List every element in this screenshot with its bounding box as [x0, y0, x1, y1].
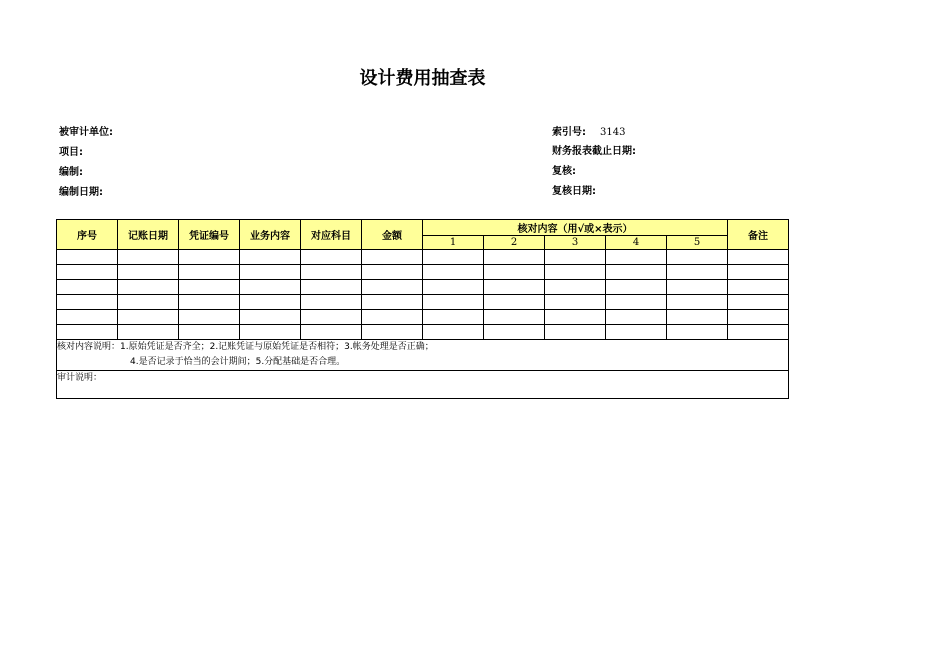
table-cell[interactable]	[179, 250, 240, 265]
header-check-group: 核对内容（用√或×表示）	[423, 220, 728, 236]
table-cell[interactable]	[423, 325, 484, 340]
table-cell[interactable]	[362, 310, 423, 325]
table-row	[57, 310, 789, 325]
table-cell[interactable]	[240, 325, 301, 340]
table-cell[interactable]	[362, 295, 423, 310]
table-cell[interactable]	[301, 295, 362, 310]
table-cell[interactable]	[362, 250, 423, 265]
table-cell[interactable]	[728, 310, 789, 325]
table-cell[interactable]	[57, 295, 118, 310]
table-cell[interactable]	[606, 325, 667, 340]
table-cell[interactable]	[118, 310, 179, 325]
header-seq: 序号	[57, 220, 118, 250]
table-cell[interactable]	[179, 325, 240, 340]
table-cell[interactable]	[240, 295, 301, 310]
table-cell[interactable]	[728, 325, 789, 340]
table-cell[interactable]	[484, 310, 545, 325]
table-row	[57, 280, 789, 295]
table-cell[interactable]	[667, 310, 728, 325]
header-remark: 备注	[728, 220, 789, 250]
table-cell[interactable]	[728, 280, 789, 295]
table-cell[interactable]	[606, 265, 667, 280]
table-cell[interactable]	[667, 250, 728, 265]
index-value: 3143	[600, 127, 626, 138]
table-cell[interactable]	[179, 280, 240, 295]
table-cell[interactable]	[57, 310, 118, 325]
table-cell[interactable]	[545, 280, 606, 295]
table-cell[interactable]	[118, 280, 179, 295]
table-cell[interactable]	[423, 250, 484, 265]
table-cell[interactable]	[301, 310, 362, 325]
table-cell[interactable]	[57, 325, 118, 340]
header-check-4: 4	[606, 236, 667, 250]
table-cell[interactable]	[118, 295, 179, 310]
table-cell[interactable]	[301, 280, 362, 295]
table-cell[interactable]	[240, 265, 301, 280]
table-cell[interactable]	[545, 325, 606, 340]
header-check-2: 2	[484, 236, 545, 250]
table-cell[interactable]	[362, 280, 423, 295]
table-cell[interactable]	[484, 250, 545, 265]
audit-note-cell	[57, 371, 789, 399]
table-cell[interactable]	[484, 325, 545, 340]
table-cell[interactable]	[545, 295, 606, 310]
header-check-5: 5	[667, 236, 728, 250]
header-voucher-no: 凭证编号	[179, 220, 240, 250]
table-cell[interactable]	[362, 265, 423, 280]
table-cell[interactable]	[606, 310, 667, 325]
sampling-table	[56, 219, 789, 399]
page-title: 设计费用抽查表	[359, 68, 486, 89]
audited-unit-label: 被审计单位:	[59, 127, 113, 138]
table-cell[interactable]	[362, 325, 423, 340]
table-cell[interactable]	[179, 310, 240, 325]
table-cell[interactable]	[57, 280, 118, 295]
header-amount: 金额	[362, 220, 423, 250]
table-cell[interactable]	[728, 295, 789, 310]
table-cell[interactable]	[57, 265, 118, 280]
table-cell[interactable]	[301, 265, 362, 280]
table-cell[interactable]	[606, 280, 667, 295]
table-cell[interactable]	[240, 280, 301, 295]
prepare-date-label: 编制日期:	[59, 187, 103, 198]
table-row	[57, 295, 789, 310]
table-cell[interactable]	[545, 265, 606, 280]
audit-note-label: 审计说明：	[57, 373, 103, 383]
table-cell[interactable]	[118, 265, 179, 280]
check-note-line2: 4.是否记录于恰当的会计期间；5.分配基础是否合理。	[130, 357, 346, 367]
table-cell[interactable]	[179, 295, 240, 310]
project-label: 项目:	[59, 147, 83, 158]
table-row	[57, 265, 789, 280]
header-account: 对应科目	[301, 220, 362, 250]
table-cell[interactable]	[179, 265, 240, 280]
table-cell[interactable]	[667, 265, 728, 280]
table-cell[interactable]	[423, 295, 484, 310]
index-number	[552, 123, 625, 138]
report-cutoff-label: 财务报表截止日期:	[552, 146, 636, 157]
table-cell[interactable]	[484, 295, 545, 310]
table-cell[interactable]	[606, 250, 667, 265]
table-cell[interactable]	[423, 280, 484, 295]
check-note-line1: 核对内容说明：1.原始凭证是否齐全；2.记账凭证与原始凭证是否相符；3.帐务处理是否正确；	[57, 342, 434, 352]
table-cell[interactable]	[667, 280, 728, 295]
table-cell[interactable]	[301, 250, 362, 265]
table-cell[interactable]	[423, 265, 484, 280]
table-cell[interactable]	[118, 325, 179, 340]
table-cell[interactable]	[728, 265, 789, 280]
table-cell[interactable]	[545, 250, 606, 265]
table-cell[interactable]	[667, 295, 728, 310]
header-check-3: 3	[545, 236, 606, 250]
table-row	[57, 250, 789, 265]
review-date-label: 复核日期:	[552, 186, 596, 197]
table-cell[interactable]	[728, 250, 789, 265]
table-cell[interactable]	[118, 250, 179, 265]
table-cell[interactable]	[484, 280, 545, 295]
table-cell[interactable]	[240, 310, 301, 325]
reviewer-label: 复核:	[552, 166, 576, 177]
table-cell[interactable]	[606, 295, 667, 310]
index-label: 索引号:	[552, 127, 586, 138]
table-cell[interactable]	[423, 310, 484, 325]
header-business: 业务内容	[240, 220, 301, 250]
header-check-1: 1	[423, 236, 484, 250]
table-cell[interactable]	[545, 310, 606, 325]
table-cell[interactable]	[240, 250, 301, 265]
check-note-cell	[57, 340, 789, 371]
preparer-label: 编制:	[59, 167, 83, 178]
table-cell[interactable]	[301, 325, 362, 340]
header-record-date: 记账日期	[118, 220, 179, 250]
table-row	[57, 325, 789, 340]
table-cell[interactable]	[484, 265, 545, 280]
table-cell[interactable]	[57, 250, 118, 265]
table-cell[interactable]	[667, 325, 728, 340]
